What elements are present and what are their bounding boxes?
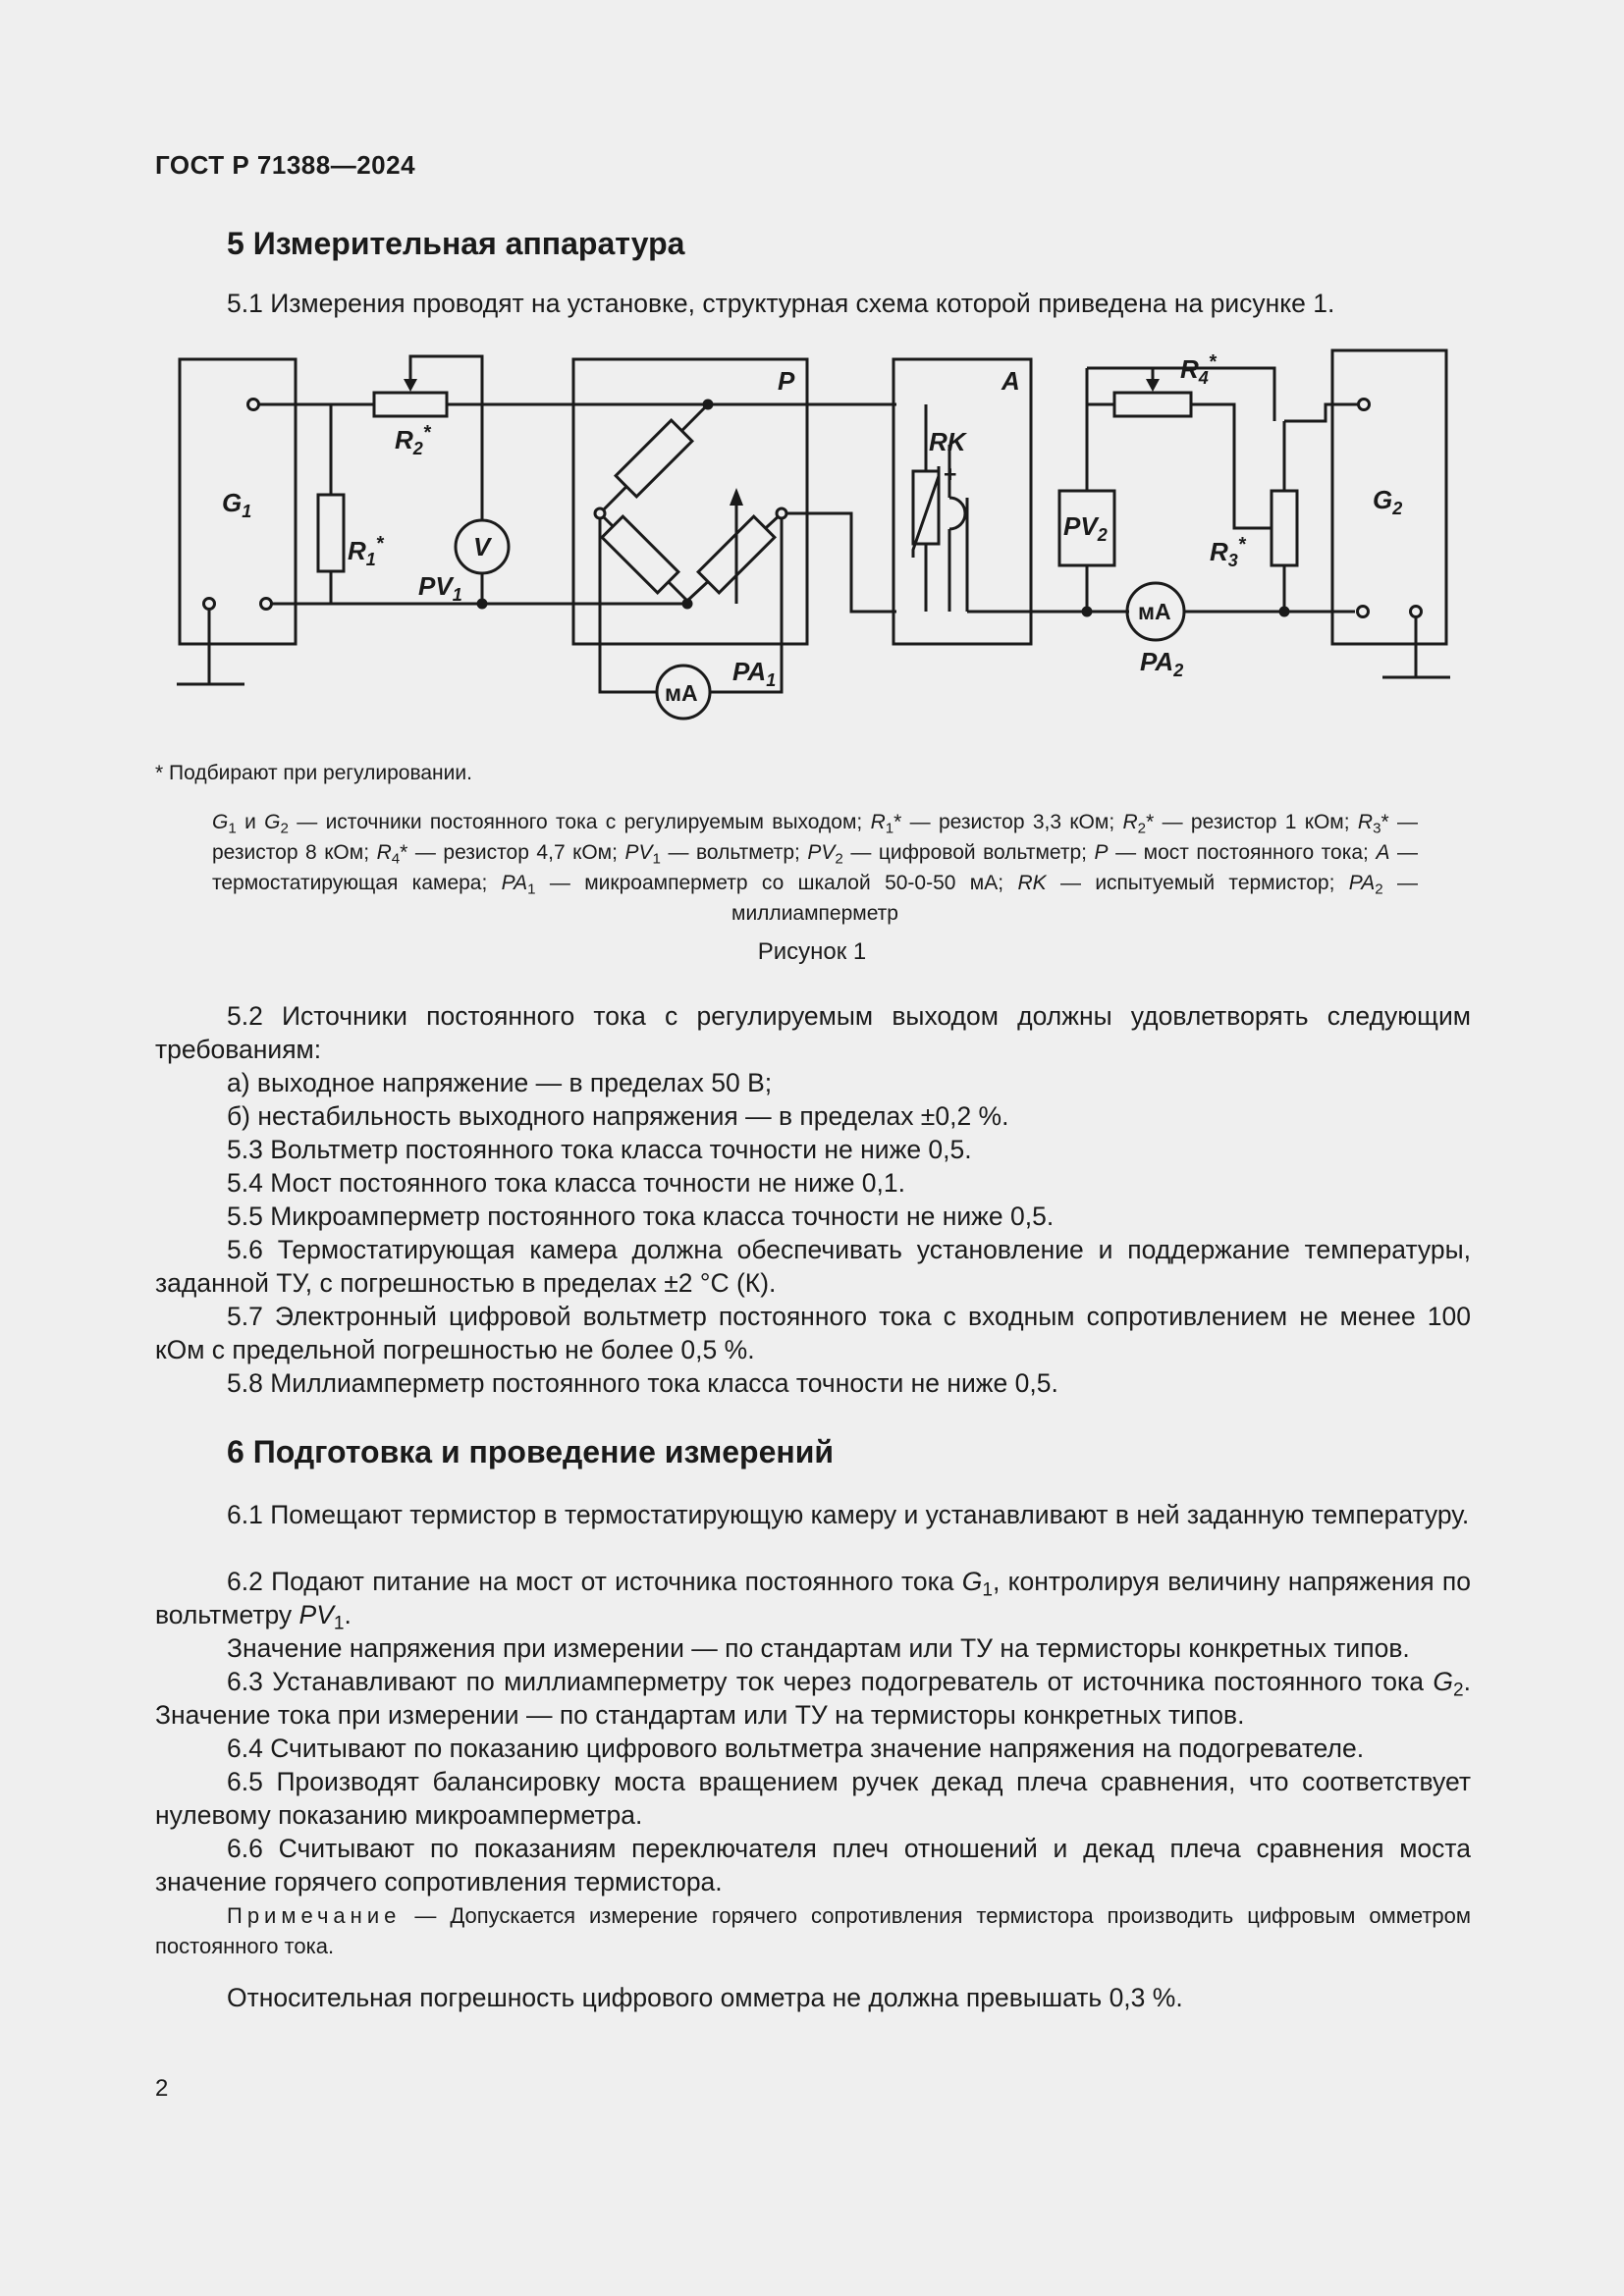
paragraph-5-8: 5.8 Миллиамперметр постоянного тока класса точности не ниже 0,5. <box>227 1368 1058 1398</box>
page-number: 2 <box>155 2075 169 2102</box>
label-pv1: $PV_1$ <box>418 571 462 605</box>
paragraph-5-5: 5.5 Микроамперметр постоянного тока класса точности не ниже 0,5. <box>227 1201 1055 1231</box>
paragraph-5-7: 5.7 Электронный цифровой вольтметр постоянного тока с входным сопротивлением не менее 100 кОм с предельной погрешностью не более 0,5 %. <box>155 1302 1471 1364</box>
label-ma1: мА <box>665 680 698 706</box>
paragraph-6-2: 6.2 Подают питание на мост от источника постоянного тока $G_1$, контролируя величину напряжения по вольтметру $PV_1$. <box>155 1567 1471 1634</box>
paragraph-6-4: 6.4 Считывают по показанию цифрового вольтметра значение напряжения на подогревателе. <box>227 1734 1365 1763</box>
paragraph-6-3: 6.3 Устанавливают по миллиамперметру ток через подогреватель от источника постоянного тока $G_2$. Значение тока при измерении — по стандартам или ТУ на термисторы конкретных типов. <box>155 1667 1471 1730</box>
list-item-b: б) нестабильность выходного напряжения — в пределах ±0,2 %. <box>227 1101 1009 1131</box>
paragraph-5-2: 5.2 Источники постоянного тока с регулируемым выходом должны удовлетворять следующим требованиям: <box>155 1001 1471 1064</box>
label-p: P <box>778 366 795 396</box>
label-g2: $G_2$ <box>1373 485 1403 518</box>
paragraph-6-2-value: Значение напряжения при измерении — по стандартам или ТУ на термисторы конкретных типов. <box>227 1633 1410 1663</box>
label-r2: $R_2^*$ <box>395 422 431 458</box>
list-item-a: а) выходное напряжение — в пределах 50 В; <box>227 1068 773 1097</box>
paragraph-6-5: 6.5 Производят балансировку моста вращением ручек декад плеча сравнения, что соответствует нулевому показанию микроамперметра. <box>155 1767 1471 1830</box>
label-r3: $R_3^*$ <box>1210 534 1246 570</box>
note: Примечание — Допускается измерение горячего сопротивления термистора производить цифровым омметром постоянного тока. <box>155 1903 1471 1958</box>
figure-caption: Рисунок 1 <box>757 938 867 965</box>
label-ma2: мА <box>1138 599 1171 624</box>
label-v: V <box>473 532 491 561</box>
label-plus: + <box>944 461 957 487</box>
label-rk: RK <box>929 427 966 456</box>
label-pa1: $PA_1$ <box>732 657 777 690</box>
rk-thermistor <box>913 471 939 544</box>
label-a: A <box>1001 366 1020 396</box>
label-g1: $G_1$ <box>222 488 252 521</box>
paragraph-5-1: 5.1 Измерения проводят на установке, структурная схема которой приведена на рисунке 1. <box>227 289 1335 318</box>
r4-resistor <box>1114 393 1191 416</box>
r1-resistor <box>318 495 344 571</box>
label-pv2: $PV_2$ <box>1063 511 1108 545</box>
r3-resistor <box>1272 491 1297 565</box>
paragraph-ohmmeter: Относительная погрешность цифрового омметра не должна превышать 0,3 %. <box>227 1983 1183 2012</box>
section-6-title: 6 Подготовка и проведение измерений <box>227 1434 835 1469</box>
paragraph-5-3: 5.3 Вольтметр постоянного тока класса точности не ниже 0,5. <box>227 1135 972 1164</box>
document-header: ГОСТ Р 71388—2024 <box>155 150 416 180</box>
section-5-title: 5 Измерительная аппаратура <box>227 226 685 261</box>
label-r4: $R_4^*$ <box>1180 351 1217 388</box>
paragraph-5-6: 5.6 Термостатирующая камера должна обеспечивать установление и поддержание температуры, заданной ТУ, с погрешностью в пределах ±2 °С (К). <box>155 1235 1471 1298</box>
paragraph-6-1: 6.1 Помещают термистор в термостатирующую камеру и устанавливают в ней заданную температуру. <box>227 1500 1470 1529</box>
label-r1: $R_1^*$ <box>348 533 384 569</box>
figure-legend: $G_1$ и $G_2$ — источники постоянного тока с регулируемым выходом; $R_1*$ — резистор 3,3 кОм; $R_2*$ — резистор 1 кОм; $R_3*$ — резистор 8 кОм; $R_4*$ — резистор 4,7 кОм; $PV_1$ — вольтметр; $PV_2$ — цифровой вольтметр; P — мост постоянного тока; A — термостатирующая камера; $PA_1$ — микроамперметр со шкалой 50-0-50 мА; RK — испытуемый термистор; $PA_2$ — миллиамперметр <box>212 811 1418 925</box>
paragraph-6-6: 6.6 Считывают по показаниям переключателя плеч отношений и декад плеча сравнения моста значение горячего сопротивления термистора. <box>155 1834 1471 1896</box>
circuit-diagram <box>167 339 1463 751</box>
label-pa2: $PA_2$ <box>1140 647 1184 680</box>
figure-footnote: * Подбирают при регулировании. <box>155 762 472 784</box>
paragraph-5-4: 5.4 Мост постоянного тока класса точности не ниже 0,1. <box>227 1168 905 1198</box>
r2-resistor <box>374 393 447 416</box>
